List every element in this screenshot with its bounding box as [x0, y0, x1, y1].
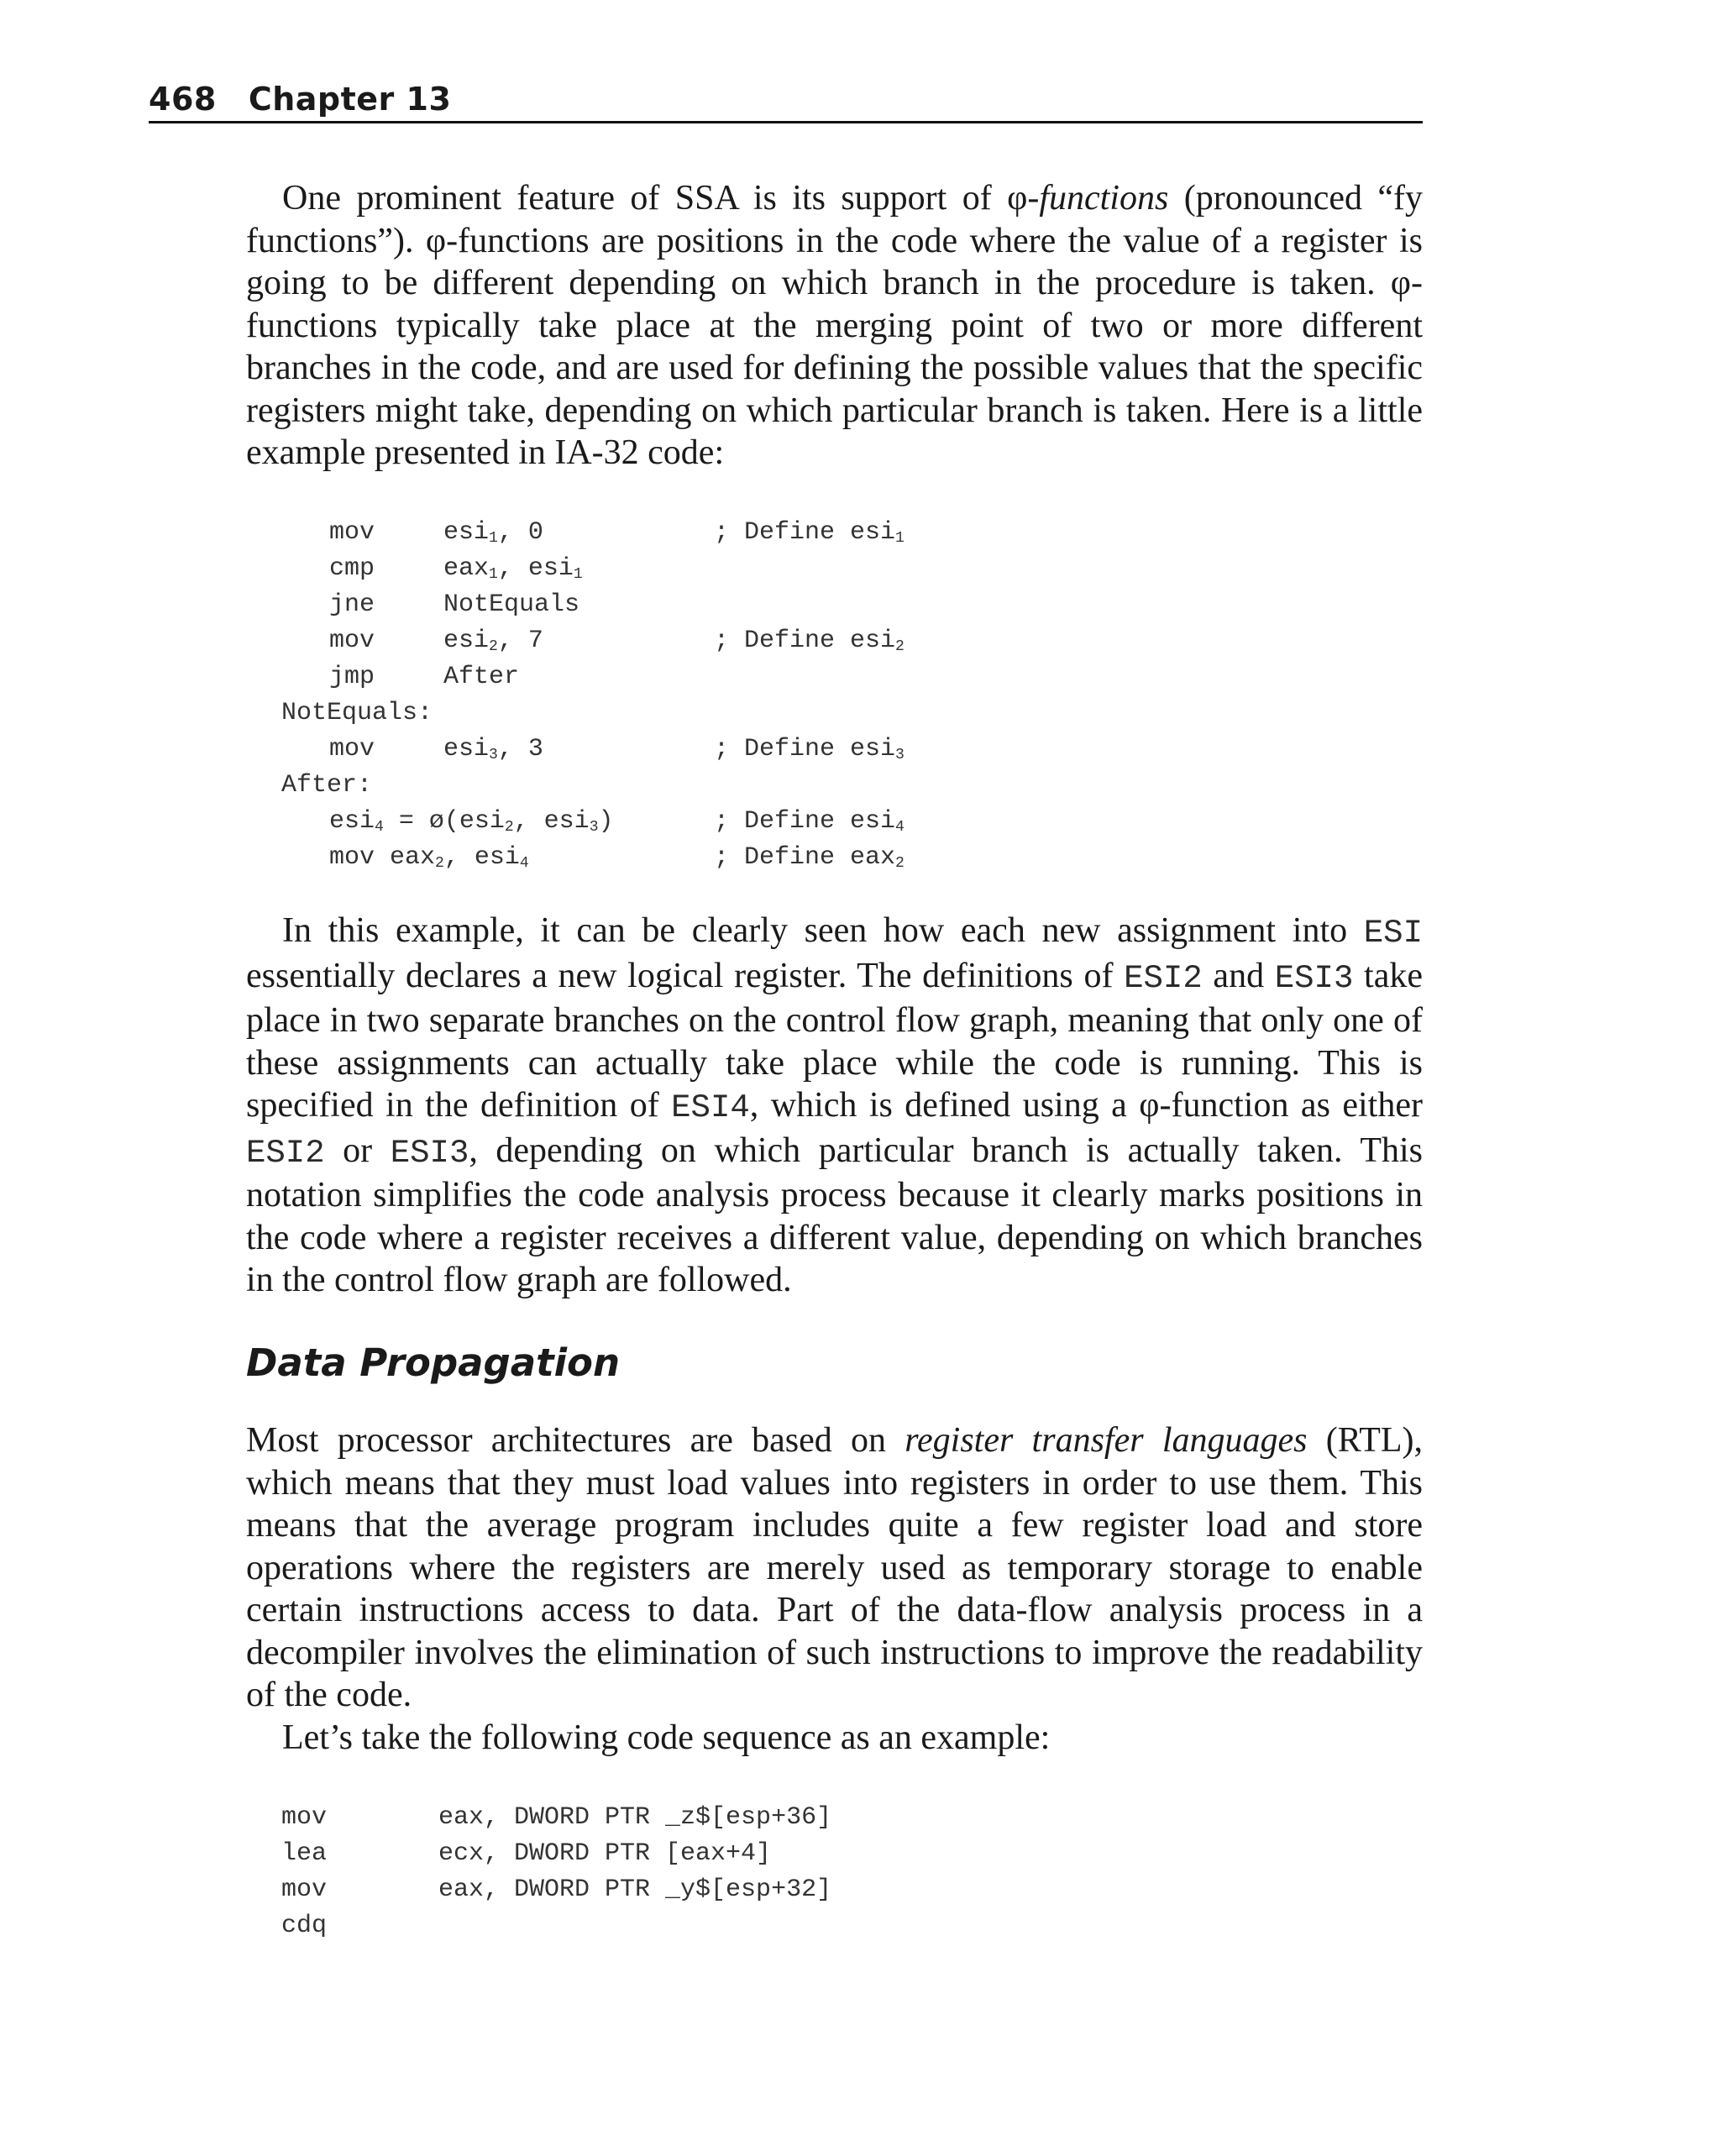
running-header — [149, 81, 1423, 123]
text-run: One prominent feature of SSA is its support of φ- — [282, 179, 1040, 218]
chapter-title: Chapter 13 — [248, 81, 452, 118]
text-run: or — [324, 1130, 391, 1170]
code-instruction: mov — [281, 1875, 328, 1904]
paragraph-data-propagation — [246, 1419, 1423, 1717]
text-run: essentially declares a new logical register. The definitions of — [246, 956, 1125, 995]
code-comment: ; Define esi$_1$ — [714, 518, 905, 547]
register-name: ESI — [1363, 915, 1423, 952]
code-operands: eax, DWORD PTR _z$[esp+36] — [438, 1803, 832, 1832]
text-run: , depending on which particular branch is actually taken. This notation simplifies the code analysis process because it clearly marks positions in the code where a register receives a different value, depending on which branches in the control flow graph are followed. — [246, 1130, 1423, 1299]
code-operands: ecx, DWORD PTR [eax+4] — [438, 1839, 772, 1868]
paragraph-phi-functions — [246, 177, 1423, 475]
text-run: (pronounced “fy functions”). φ-functions are positions in the code where the value of a register is going to be different depending on which branch in the procedure is taken. φ-functions typically take place at the merging point of two or more different branches in the code, and are used for defining the possible values that the specific registers might take, depending on which particular branch is taken. Here is a little example presented in IA-32 code: — [246, 179, 1423, 472]
code-instruction: jmp — [329, 663, 375, 691]
register-name: ESI3 — [1274, 959, 1354, 997]
section-heading: Data Propagation — [246, 1340, 621, 1385]
code-operands: NotEquals — [443, 590, 580, 619]
register-name: ESI3 — [390, 1134, 469, 1172]
text-run: and — [1202, 956, 1275, 995]
code-instruction: esi$_4$ = ø(esi$_2$, esi$_3$) — [329, 807, 614, 836]
code-instruction: cdq — [281, 1912, 328, 1940]
paragraph-example-intro: Let’s take the following code sequence as an example: — [282, 1718, 1051, 1757]
text-run: , which is defined using a φ-function as either — [749, 1086, 1423, 1125]
code-instruction: mov eax$_2$, esi$_4$ — [329, 843, 529, 872]
italic-term: register transfer languages — [905, 1421, 1308, 1460]
register-name: ESI2 — [246, 1134, 325, 1172]
code-comment: ; Define eax$_2$ — [714, 843, 905, 872]
text-run: take place in two separate branches on the control flow graph, meaning that only one of these assignments can actually take place while the code is running. This is specified in the definition of — [246, 956, 1424, 1125]
code-operands: After — [443, 663, 520, 691]
code-instruction: After: — [281, 771, 373, 800]
code-instruction: cmp — [329, 554, 375, 583]
code-comment: ; Define esi$_2$ — [714, 627, 905, 655]
text-run: In this example, it can be clearly seen how each new assignment into — [282, 911, 1364, 950]
code-instruction: lea — [281, 1839, 328, 1868]
code-operands: esi$_1$, 0 — [443, 518, 543, 547]
code-instruction: mov — [329, 518, 375, 547]
code-instruction: NotEquals: — [281, 699, 433, 727]
register-name: ESI4 — [671, 1089, 750, 1126]
code-instruction: mov — [329, 735, 375, 763]
paragraph-ssa-example-explanation — [246, 910, 1423, 1302]
code-operands: eax$_1$, esi$_1$ — [443, 554, 583, 583]
code-instruction: jne — [329, 590, 375, 619]
code-operands: esi$_3$, 3 — [443, 735, 543, 763]
text-run: (RTL), which means that they must load values into registers in order to use them. This means that the average program includes quite a few register load and store operations where the registers are merely used as temporary storage to enable certain instructions access to data. Part of the data-flow analysis process in a decompiler involves the elimination of such instructions to improve the readability of the code. — [246, 1421, 1424, 1714]
code-comment: ; Define esi$_4$ — [714, 807, 905, 836]
italic-term: functions — [1039, 179, 1169, 218]
code-instruction: mov — [281, 1803, 328, 1832]
code-instruction: mov — [329, 627, 375, 655]
register-name: ESI2 — [1124, 959, 1203, 997]
code-operands: eax, DWORD PTR _y$[esp+32] — [438, 1875, 832, 1904]
code-operands: esi$_2$, 7 — [443, 627, 543, 655]
text-run: Most processor architectures are based on — [246, 1421, 905, 1460]
code-comment: ; Define esi$_3$ — [714, 735, 905, 763]
page-number: 468 — [149, 81, 217, 118]
